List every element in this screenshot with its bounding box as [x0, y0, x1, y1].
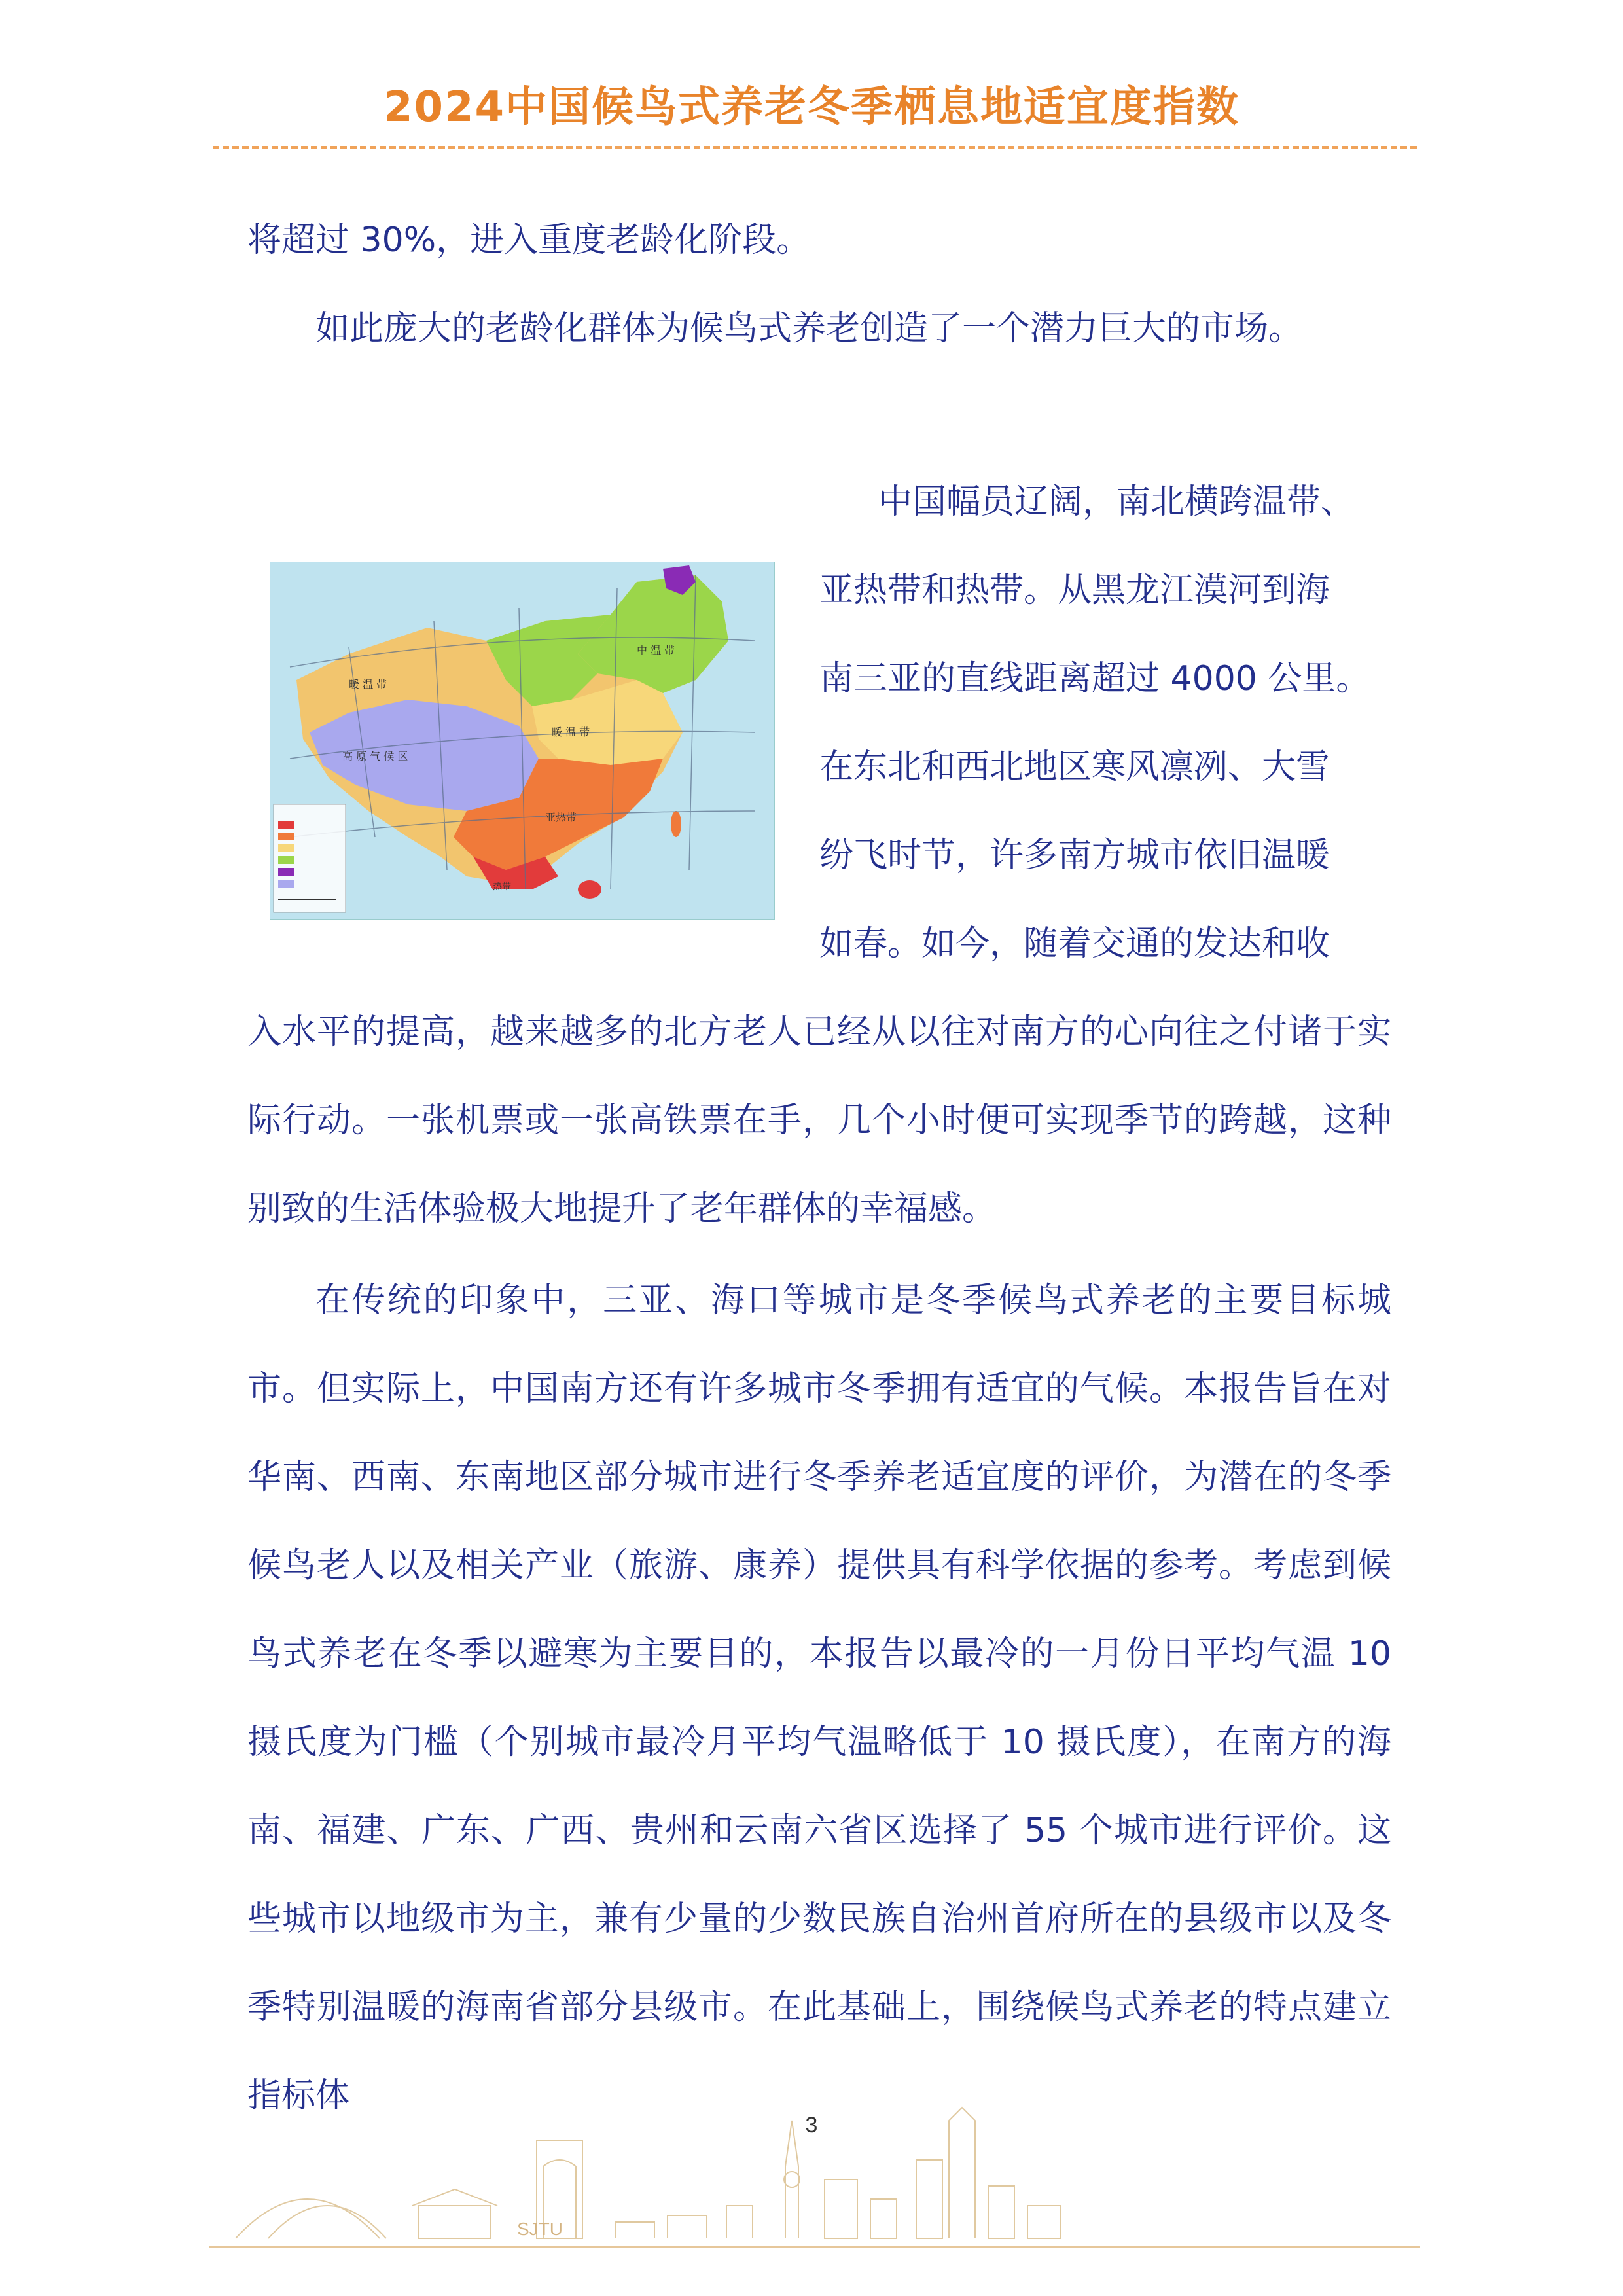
map-label-tropical: 热带 — [493, 882, 511, 892]
map-label-plateau: 高 原 气 候 区 — [342, 750, 408, 762]
map-label-north-subtropical: 暖 温 带 — [552, 726, 590, 738]
paragraph-3-line-1: 中国幅员辽阔，南北横跨温带、 — [878, 482, 1355, 522]
paragraph-3-line-5: 纷飞时节，许多南方城市依旧温暖 — [819, 836, 1330, 875]
paragraph-3-line-3: 南三亚的直线距离超过 4000 公里。 — [819, 659, 1370, 698]
paragraph-3-line-2: 亚热带和热带。从黑龙江漠河到海 — [819, 571, 1330, 610]
paragraph-1-tail: 将超过 30%，进入重度老龄化阶段。 — [247, 221, 811, 260]
page-number: 3 — [805, 2113, 818, 2138]
map-label-temperate: 暖 温 带 — [349, 678, 387, 691]
paragraph-2: 如此庞大的老龄化群体为候鸟式养老创造了一个潜力巨大的市场。 — [315, 309, 1303, 348]
page-header-title: 2024中国候鸟式养老冬季栖息地适宜度指数 — [383, 83, 1240, 132]
sjtu-logo-text: SJTU — [517, 2219, 563, 2239]
climate-zone-map — [270, 562, 775, 920]
header-dashed-rule — [213, 146, 1417, 149]
paragraph-4: 在传统的印象中，三亚、海口等城市是冬季候鸟式养老的主要目标城市。但实际上，中国南方还有许多城市冬季拥有适宜的气候。本报告旨在对华南、西南、东南地区部分城市进行冬季养老适宜度的评价，为潜在的冬季候鸟老人以及相关产业（旅游、康养）提供具有科学依据的参考。考虑到候鸟式养老在冬季以避寒为主要目的，本报告以最冷的一月份日平均气温 10 摄氏度为门槛（个别城市最冷月平均气温略低于 10 摄氏度），在南方的海南、福建、广东、广西、贵州和云南六省区选择了 55 个城市进行评价。这些城市以地级市为主，兼有少量的少数民族自治州首府所在的县级市以及冬季特别温暖的海南省部分县级市。在此基础上，围绕候鸟式养老的特点建立指标体 — [247, 1281, 1391, 2115]
map-label-subtropical: 亚热带 — [545, 811, 577, 823]
map-label-mid-temperate: 中 温 带 — [637, 644, 675, 656]
paragraph-3-rest: 入水平的提高，越来越多的北方老人已经从以往对南方的心向往之付诸于实际行动。一张机票或一张高铁票在手，几个小时便可实现季节的跨越，这种别致的生活体验极大地提升了老年群体的幸福感。 — [247, 1013, 1391, 1229]
paragraph-3-line-6: 如春。如今，随着交通的发达和收 — [819, 924, 1330, 963]
paragraph-3-wrapped-column — [819, 458, 1395, 988]
footer-skyline-illustration — [209, 2081, 1420, 2245]
paragraph-3-line-4: 在东北和西北地区寒风凛冽、大雪 — [819, 747, 1330, 787]
footer-line — [209, 2246, 1420, 2248]
